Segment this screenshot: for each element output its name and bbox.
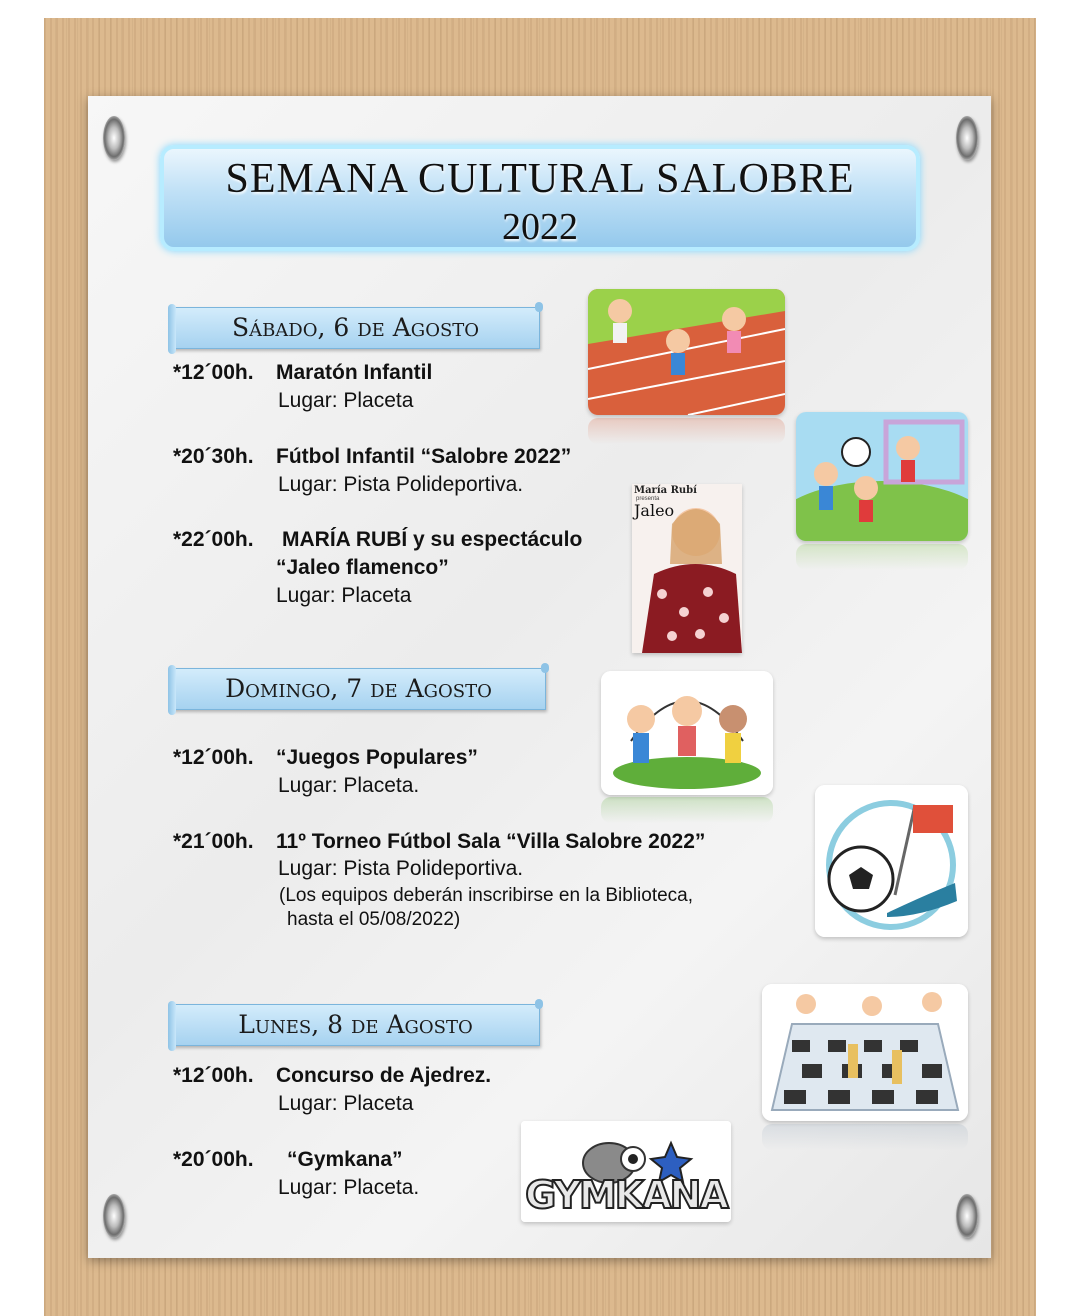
event-time: *12´00h. [173, 1064, 254, 1087]
event-name: Maratón Infantil [276, 361, 433, 384]
title-year: 2022 [502, 206, 578, 248]
poster-show-title: Jaleo [634, 501, 675, 520]
event-name: “Gymkana” [287, 1148, 403, 1171]
maria-rubi-poster [632, 484, 742, 653]
event-name: Concurso de Ajedrez. [276, 1064, 492, 1087]
poster-presents: presenta [636, 496, 660, 502]
gymkana-logo-image [521, 1121, 731, 1222]
running-kids-image [588, 289, 785, 415]
event-place: Lugar: Pista Polideportiva. [278, 857, 524, 880]
image-reflection [601, 797, 773, 823]
event-time: *22´00h. [173, 528, 254, 551]
pin-bottom-right [956, 1194, 978, 1238]
title: SEMANA CULTURAL SALOBRE [225, 156, 855, 202]
event-name: MARÍA RUBÍ y su espectáculo [282, 528, 583, 551]
event-place: Lugar: Placeta [278, 389, 414, 412]
event-place: Lugar: Placeta. [278, 1176, 420, 1199]
event-time: *21´00h. [173, 830, 254, 853]
pin-bottom-left [103, 1194, 125, 1238]
poster-artist: María Rubí [634, 485, 697, 496]
event-place: Lugar: Pista Polideportiva. [278, 473, 524, 496]
event-note: (Los equipos deberán inscribirse en la Biblioteca, [279, 885, 694, 906]
event-time: *12´00h. [173, 361, 254, 384]
title-box [160, 145, 920, 251]
gymkana-logo-text: GYMKANA [525, 1173, 727, 1217]
event-name: Fútbol Infantil “Salobre 2022” [276, 445, 572, 468]
event-note: hasta el 05/08/2022) [287, 909, 461, 930]
image-reflection [588, 418, 785, 444]
event-place: Lugar: Placeta [278, 1092, 414, 1115]
jump-rope-image [601, 671, 773, 795]
pin-top-left [103, 116, 125, 160]
day-heading-sunday: Domingo, 7 de Agosto [171, 668, 546, 710]
image-reflection [762, 1124, 968, 1150]
day-heading-saturday: Sábado, 6 de Agosto [171, 307, 540, 349]
pin-top-right [956, 116, 978, 160]
event-time: *12´00h. [173, 746, 254, 769]
day-heading-monday: Lunes, 8 de Agosto [171, 1004, 540, 1046]
event-place: Lugar: Placeta [276, 584, 412, 607]
image-reflection [796, 544, 968, 570]
futsal-image [815, 785, 968, 937]
event-place: Lugar: Placeta. [278, 774, 420, 797]
event-time: *20´30h. [173, 445, 254, 468]
event-name: 11º Torneo Fútbol Sala “Villa Salobre 2022” [276, 830, 706, 853]
event-time: *20´00h. [173, 1148, 254, 1171]
event-name: “Juegos Populares” [276, 746, 478, 769]
soccer-kids-image [796, 412, 968, 541]
chess-image [762, 984, 968, 1121]
event-name-line2: “Jaleo flamenco” [276, 556, 449, 579]
